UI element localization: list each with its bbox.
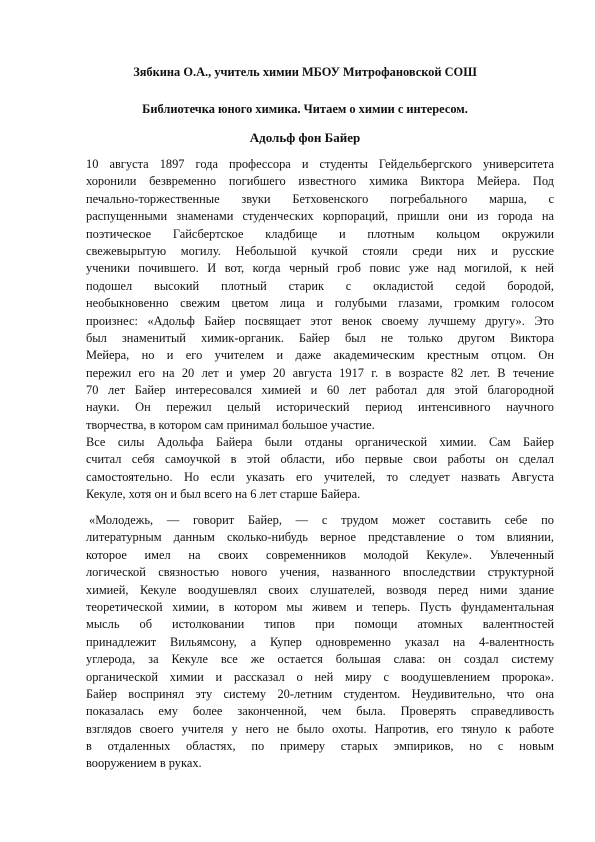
text-line: показалась ему более законченной, чем была. Проверять справедливость — [86, 704, 554, 719]
text-line: распущенными знаменами студенческих корпораций, пришли они из города на — [86, 209, 554, 224]
author-line: Зябкина О.А., учитель химии МБОУ Митрофановской СОШ — [133, 65, 477, 79]
text-line: литературным данным сколько-нибудь верное представление о том влиянии, — [86, 530, 554, 545]
text-line: принадлежит Вильямсону, а Купер одновременно указал на 4-валентность — [86, 634, 554, 649]
text-line: считал себя самоучкой в этой области, ибо первые свои работы он сделал — [86, 452, 554, 467]
text-line: Байер воспринял эту систему 20-летним студентом. Неудивительно, что она — [86, 686, 554, 701]
text-line: произнес: «Адольф Байер посвящает этот венок своему лучшему другу». Это — [86, 313, 554, 328]
text-line: которое имел на своих современников молодой Кекуле». Увлеченный — [86, 547, 554, 562]
text-line: углерода, за Кекуле все же остается большая слава: он создал систему — [86, 652, 554, 667]
text-line: был знаменитый химик-органик. Байер был не только другом Виктора — [86, 330, 554, 345]
text-line: Кекуле, хотя он и был всего на 6 лет старше Байера. — [86, 487, 361, 502]
text-line: ученики почившего. И вот, когда черный гроб повис уже над могилой, к ней — [86, 261, 554, 276]
text-line: теоретической химии, в котором мы живем и теперь. Пусть фундаментальная — [86, 599, 554, 614]
text-line: 70 лет Байер интересовался химией и 60 лет работал для этой благородной — [86, 383, 554, 398]
text-line: в отдаленных областях, по примеру старых эмпириков, но с новым — [86, 739, 554, 754]
text-line: «Молодежь, — говорит Байер, — с трудом может составить себе по — [89, 513, 554, 527]
text-line: 10 августа 1897 года профессора и студенты Гейдельбергского университета — [86, 157, 554, 171]
text-line: самостоятельно. Но если указать его учителей, то следует назвать Августа — [86, 469, 554, 484]
text-line: хоронили безвременно погибшего известного химика Виктора Мейера. Под — [86, 174, 554, 189]
text-line: химией, Кекуле воодушевлял своих слушателей, возводя перед ними здание — [86, 582, 554, 597]
paragraph-1 — [86, 156, 554, 434]
text-line: поэтическое Гайсбертское кладбище и плотным кольцом окружили — [86, 226, 554, 241]
text-line: пережил его на 20 лет и умер 20 августа 1917 г. в возрасте 82 лет. В течение — [86, 365, 554, 380]
text-line: взглядов своего учителя у него не было охоты. Напротив, его тянуло к работе — [86, 721, 554, 736]
article-title: Адольф фон Байер — [249, 130, 361, 145]
text-line: свежевырытую могилу. Небольшой кучкой стояли среди них и русские — [86, 243, 554, 258]
text-line: логической связностью нового учения, названного впоследствии структурной — [86, 565, 554, 580]
text-line: органической химии и рассказал о ней миру с воодушевлением пророка». — [86, 669, 554, 684]
paragraph-2 — [86, 434, 554, 504]
text-line: вооружением в руках. — [86, 756, 202, 771]
text-line: творчества, в котором сам принимал большое участие. — [86, 417, 375, 432]
text-line: мысль об истолковании типов при помощи атомных валентностей — [86, 617, 554, 632]
paragraph-3 — [86, 512, 554, 773]
text-line: подошел высокий плотный старик с окладистой седой бородой, — [86, 278, 554, 293]
text-line: Все силы Адольфа Байера были отданы органической химии. Сам Байер — [86, 435, 554, 449]
text-line: науки. Он пережил целый исторический период интенсивного научного — [86, 400, 554, 415]
text-line: необыкновенно свежим цветом лица и голубыми глазами, громким голосом — [86, 296, 554, 311]
text-line: печально-торжественные звуки Бетховенского погребального марша, с — [86, 191, 554, 206]
series-line: Библиотечка юного химика. Читаем о химии с интересом. — [142, 102, 468, 116]
text-line: Мейера, но и его учителем и даже академическим крестным отцом. Он — [86, 348, 554, 363]
